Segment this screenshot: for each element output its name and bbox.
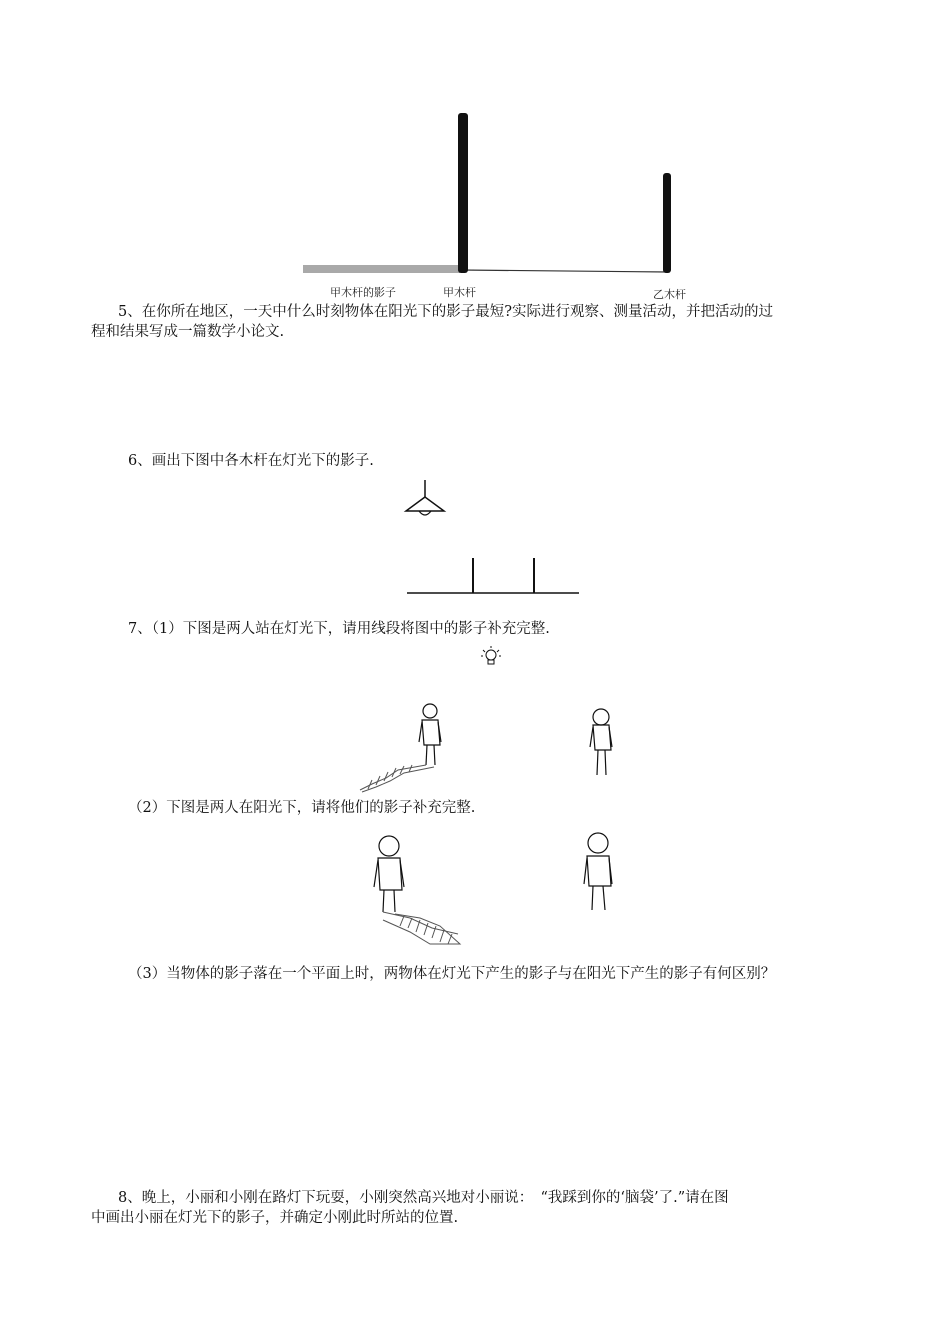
person-b-sun [584, 833, 612, 910]
q5-line2: 程和结果写成一篇数学小论文. [91, 324, 285, 340]
pole-a-label: 甲木杆 [443, 286, 476, 299]
q6-text: 6、画出下图中各木杆在灯光下的影子. [128, 453, 374, 469]
person-a-sun-shadow [383, 912, 460, 944]
pole-a-shadow-label: 甲木杆的影子 [330, 286, 396, 299]
q7-part3: （3）当物体的影子落在一个平面上时，两物体在灯光下产生的影子与在阳光下产生的影子有何区别？ [128, 966, 776, 982]
q7-part1: 7、（1）下图是两人站在灯光下，请用线段将图中的影子补充完整. [128, 621, 550, 637]
q7-part2: （2）下图是两人在阳光下，请将他们的影子补充完整. [128, 800, 476, 816]
q8-line1: 8、晚上，小丽和小刚在路灯下玩耍，小刚突然高兴地对小丽说： “我踩到你的‘脑袋’了.”请在图 [118, 1190, 729, 1206]
person-a-sun [374, 836, 404, 912]
pole-b-label: 乙木杆 [653, 288, 686, 301]
q8-line2: 中画出小丽在灯光下的影子，并确定小刚此时所站的位置. [91, 1210, 459, 1226]
q5-line1: 5、在你所在地区，一天中什么时刻物体在阳光下的影子最短?实际进行观察、测量活动，并把活动的过 [118, 304, 773, 320]
